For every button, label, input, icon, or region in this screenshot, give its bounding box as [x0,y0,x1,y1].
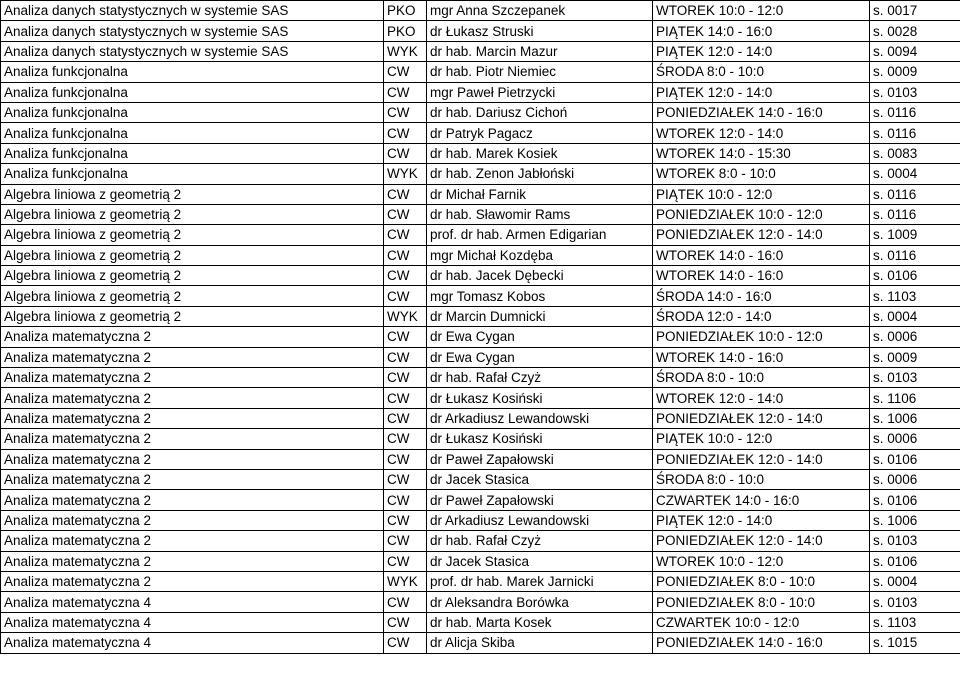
course-name-cell: Analiza funkcjonalna [1,102,384,122]
table-row [1,266,960,286]
table-row [1,408,960,428]
teacher-cell: dr hab. Piotr Niemiec [427,62,653,82]
course-name-cell: Analiza matematyczna 2 [1,510,384,530]
teacher-cell: dr hab. Marcin Mazur [427,41,653,61]
teacher-cell: mgr Michał Kozdęba [427,245,653,265]
course-name-cell: Algebra liniowa z geometrią 2 [1,225,384,245]
schedule-body [1,1,960,654]
course-name-cell: Analiza matematyczna 2 [1,449,384,469]
table-row [1,184,960,204]
schedule-time-cell: PIĄTEK 12:0 - 14:0 [653,82,870,102]
course-name-cell: Analiza matematyczna 4 [1,612,384,632]
teacher-cell: dr Arkadiusz Lewandowski [427,408,653,428]
course-name-cell: Algebra liniowa z geometrią 2 [1,286,384,306]
teacher-cell: dr hab. Rafał Czyż [427,531,653,551]
table-row [1,41,960,61]
class-type-cell: CW [384,510,427,530]
class-type-cell: CW [384,204,427,224]
teacher-cell: dr Jacek Stasica [427,469,653,489]
class-type-cell: WYK [384,571,427,591]
course-name-cell: Analiza matematyczna 2 [1,327,384,347]
room-cell: s. 0116 [870,245,960,265]
room-cell: s. 0116 [870,204,960,224]
class-type-cell: CW [384,612,427,632]
schedule-time-cell: PONIEDZIAŁEK 8:0 - 10:0 [653,571,870,591]
room-cell: s. 0083 [870,143,960,163]
schedule-time-cell: ŚRODA 12:0 - 14:0 [653,306,870,326]
course-name-cell: Analiza funkcjonalna [1,82,384,102]
room-cell: s. 0004 [870,306,960,326]
teacher-cell: dr Paweł Zapałowski [427,490,653,510]
course-name-cell: Analiza matematyczna 2 [1,429,384,449]
table-row [1,21,960,41]
schedule-time-cell: ŚRODA 14:0 - 16:0 [653,286,870,306]
table-row [1,143,960,163]
course-name-cell: Analiza funkcjonalna [1,62,384,82]
class-type-cell: WYK [384,41,427,61]
room-cell: s. 0116 [870,102,960,122]
table-row [1,531,960,551]
schedule-time-cell: PIĄTEK 10:0 - 12:0 [653,184,870,204]
course-name-cell: Analiza matematyczna 2 [1,347,384,367]
schedule-time-cell: PONIEDZIAŁEK 12:0 - 14:0 [653,449,870,469]
schedule-time-cell: PONIEDZIAŁEK 12:0 - 14:0 [653,408,870,428]
table-row [1,633,960,653]
schedule-time-cell: WTOREK 8:0 - 10:0 [653,164,870,184]
room-cell: s. 0006 [870,429,960,449]
class-type-cell: CW [384,368,427,388]
course-name-cell: Analiza matematyczna 2 [1,388,384,408]
teacher-cell: dr hab. Dariusz Cichoń [427,102,653,122]
schedule-time-cell: ŚRODA 8:0 - 10:0 [653,469,870,489]
room-cell: s. 0006 [870,469,960,489]
table-row [1,245,960,265]
table-row [1,286,960,306]
room-cell: s. 0094 [870,41,960,61]
teacher-cell: dr Patryk Pagacz [427,123,653,143]
course-name-cell: Algebra liniowa z geometrią 2 [1,184,384,204]
class-type-cell: CW [384,388,427,408]
table-row [1,62,960,82]
table-row [1,388,960,408]
teacher-cell: mgr Paweł Pietrzycki [427,82,653,102]
room-cell: s. 0116 [870,184,960,204]
teacher-cell: mgr Tomasz Kobos [427,286,653,306]
table-row [1,368,960,388]
schedule-time-cell: PIĄTEK 14:0 - 16:0 [653,21,870,41]
room-cell: s. 0106 [870,490,960,510]
course-name-cell: Analiza matematyczna 2 [1,469,384,489]
room-cell: s. 1009 [870,225,960,245]
course-name-cell: Analiza funkcjonalna [1,123,384,143]
table-row [1,490,960,510]
schedule-time-cell: WTOREK 14:0 - 16:0 [653,347,870,367]
schedule-time-cell: PIĄTEK 12:0 - 14:0 [653,510,870,530]
table-row [1,449,960,469]
table-row [1,225,960,245]
room-cell: s. 0006 [870,327,960,347]
room-cell: s. 0103 [870,368,960,388]
class-type-cell: CW [384,82,427,102]
class-type-cell: CW [384,469,427,489]
teacher-cell: dr hab. Zenon Jabłoński [427,164,653,184]
teacher-cell: dr Alicja Skiba [427,633,653,653]
schedule-time-cell: PONIEDZIAŁEK 14:0 - 16:0 [653,102,870,122]
table-row [1,164,960,184]
room-cell: s. 1006 [870,408,960,428]
class-type-cell: CW [384,286,427,306]
class-type-cell: CW [384,102,427,122]
course-name-cell: Analiza matematyczna 2 [1,571,384,591]
teacher-cell: dr hab. Marek Kosiek [427,143,653,163]
schedule-time-cell: PONIEDZIAŁEK 8:0 - 10:0 [653,592,870,612]
teacher-cell: dr Łukasz Struski [427,21,653,41]
schedule-time-cell: PONIEDZIAŁEK 12:0 - 14:0 [653,225,870,245]
teacher-cell: dr hab. Sławomir Rams [427,204,653,224]
room-cell: s. 0017 [870,1,960,21]
schedule-time-cell: ŚRODA 8:0 - 10:0 [653,368,870,388]
teacher-cell: dr Łukasz Kosiński [427,388,653,408]
course-name-cell: Algebra liniowa z geometrią 2 [1,306,384,326]
class-type-cell: CW [384,245,427,265]
room-cell: s. 0103 [870,592,960,612]
schedule-time-cell: WTOREK 14:0 - 16:0 [653,266,870,286]
class-type-cell: CW [384,184,427,204]
table-row [1,347,960,367]
table-row [1,204,960,224]
table-row [1,1,960,21]
room-cell: s. 0009 [870,347,960,367]
class-type-cell: CW [384,490,427,510]
class-type-cell: CW [384,551,427,571]
teacher-cell: dr Ewa Cygan [427,347,653,367]
room-cell: s. 0004 [870,164,960,184]
table-row [1,102,960,122]
course-name-cell: Analiza matematyczna 2 [1,531,384,551]
schedule-time-cell: PIĄTEK 12:0 - 14:0 [653,41,870,61]
class-type-cell: CW [384,327,427,347]
room-cell: s. 0009 [870,62,960,82]
schedule-time-cell: WTOREK 14:0 - 15:30 [653,143,870,163]
room-cell: s. 0106 [870,449,960,469]
course-name-cell: Algebra liniowa z geometrią 2 [1,266,384,286]
teacher-cell: dr Marcin Dumnicki [427,306,653,326]
room-cell: s. 1103 [870,612,960,632]
teacher-cell: mgr Anna Szczepanek [427,1,653,21]
class-type-cell: CW [384,347,427,367]
teacher-cell: dr Aleksandra Borówka [427,592,653,612]
table-row [1,612,960,632]
schedule-time-cell: WTOREK 12:0 - 14:0 [653,388,870,408]
schedule-time-cell: PONIEDZIAŁEK 10:0 - 12:0 [653,204,870,224]
course-name-cell: Algebra liniowa z geometrią 2 [1,245,384,265]
room-cell: s. 1015 [870,633,960,653]
room-cell: s. 0116 [870,123,960,143]
table-row [1,592,960,612]
teacher-cell: dr Arkadiusz Lewandowski [427,510,653,530]
teacher-cell: dr Ewa Cygan [427,327,653,347]
room-cell: s. 1006 [870,510,960,530]
course-name-cell: Algebra liniowa z geometrią 2 [1,204,384,224]
course-name-cell: Analiza matematyczna 2 [1,551,384,571]
course-name-cell: Analiza matematyczna 2 [1,490,384,510]
room-cell: s. 0106 [870,551,960,571]
course-name-cell: Analiza matematyczna 4 [1,633,384,653]
teacher-cell: dr Michał Farnik [427,184,653,204]
room-cell: s. 0103 [870,82,960,102]
table-row [1,571,960,591]
class-type-cell: CW [384,123,427,143]
class-type-cell: CW [384,225,427,245]
teacher-cell: dr Jacek Stasica [427,551,653,571]
class-type-cell: CW [384,62,427,82]
table-row [1,306,960,326]
schedule-time-cell: WTOREK 14:0 - 16:0 [653,245,870,265]
teacher-cell: prof. dr hab. Marek Jarnicki [427,571,653,591]
class-type-cell: CW [384,143,427,163]
course-name-cell: Analiza danych statystycznych w systemie SAS [1,41,384,61]
schedule-time-cell: PONIEDZIAŁEK 12:0 - 14:0 [653,531,870,551]
table-row [1,469,960,489]
course-name-cell: Analiza matematyczna 4 [1,592,384,612]
class-type-cell: CW [384,449,427,469]
class-type-cell: CW [384,429,427,449]
class-type-cell: PKO [384,21,427,41]
teacher-cell: dr hab. Rafał Czyż [427,368,653,388]
course-name-cell: Analiza funkcjonalna [1,143,384,163]
teacher-cell: dr Łukasz Kosiński [427,429,653,449]
class-type-cell: CW [384,266,427,286]
table-row [1,123,960,143]
schedule-time-cell: PIĄTEK 10:0 - 12:0 [653,429,870,449]
schedule-time-cell: ŚRODA 8:0 - 10:0 [653,62,870,82]
schedule-time-cell: WTOREK 10:0 - 12:0 [653,1,870,21]
room-cell: s. 1103 [870,286,960,306]
course-name-cell: Analiza matematyczna 2 [1,408,384,428]
class-type-cell: PKO [384,1,427,21]
class-type-cell: CW [384,633,427,653]
table-row [1,510,960,530]
class-type-cell: CW [384,531,427,551]
schedule-time-cell: WTOREK 12:0 - 14:0 [653,123,870,143]
course-name-cell: Analiza funkcjonalna [1,164,384,184]
room-cell: s. 0106 [870,266,960,286]
class-type-cell: CW [384,592,427,612]
schedule-time-cell: WTOREK 10:0 - 12:0 [653,551,870,571]
schedule-time-cell: CZWARTEK 10:0 - 12:0 [653,612,870,632]
table-row [1,327,960,347]
schedule-time-cell: CZWARTEK 14:0 - 16:0 [653,490,870,510]
teacher-cell: dr Paweł Zapałowski [427,449,653,469]
course-name-cell: Analiza matematyczna 2 [1,368,384,388]
room-cell: s. 0004 [870,571,960,591]
room-cell: s. 1106 [870,388,960,408]
room-cell: s. 0103 [870,531,960,551]
schedule-time-cell: PONIEDZIAŁEK 10:0 - 12:0 [653,327,870,347]
course-name-cell: Analiza danych statystycznych w systemie SAS [1,21,384,41]
teacher-cell: dr hab. Jacek Dębecki [427,266,653,286]
table-row [1,429,960,449]
class-type-cell: WYK [384,306,427,326]
class-type-cell: WYK [384,164,427,184]
class-type-cell: CW [384,408,427,428]
teacher-cell: dr hab. Marta Kosek [427,612,653,632]
room-cell: s. 0028 [870,21,960,41]
course-name-cell: Analiza danych statystycznych w systemie SAS [1,1,384,21]
teacher-cell: prof. dr hab. Armen Edigarian [427,225,653,245]
table-row [1,551,960,571]
schedule-time-cell: PONIEDZIAŁEK 14:0 - 16:0 [653,633,870,653]
table-row [1,82,960,102]
